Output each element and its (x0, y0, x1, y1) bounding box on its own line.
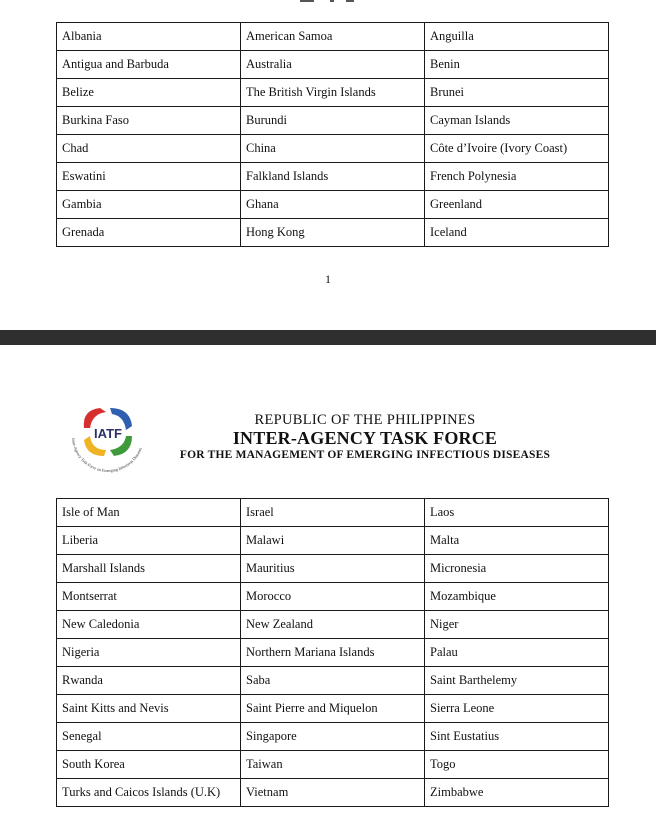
logo-iatf-text: IATF (94, 426, 122, 441)
table-cell: Liberia (57, 527, 241, 555)
country-table-body (57, 499, 609, 807)
table-cell: Iceland (425, 219, 609, 247)
table-cell: Antigua and Barbuda (57, 51, 241, 79)
table-cell: Taiwan (241, 751, 425, 779)
table-cell: The British Virgin Islands (241, 79, 425, 107)
table-row (57, 163, 609, 191)
table-cell: Malta (425, 527, 609, 555)
page-number: 1 (325, 272, 331, 286)
table-cell: Turks and Caicos Islands (U.K) (57, 779, 241, 807)
country-table-page-1 (56, 22, 609, 247)
table-cell: Saint Barthelemy (425, 667, 609, 695)
table-cell: Palau (425, 639, 609, 667)
page-divider (0, 330, 656, 345)
table-cell: Sierra Leone (425, 695, 609, 723)
country-table-body (57, 23, 609, 247)
table-row (57, 499, 609, 527)
table-cell: Burkina Faso (57, 107, 241, 135)
table-cell: Togo (425, 751, 609, 779)
table-row (57, 527, 609, 555)
logo-red-hand (84, 408, 106, 428)
table-cell: American Samoa (241, 23, 425, 51)
table-row (57, 667, 609, 695)
table-cell: Australia (241, 51, 425, 79)
table-cell: Greenland (425, 191, 609, 219)
document-page-2 (0, 345, 656, 827)
table-cell: Albania (57, 23, 241, 51)
header-management: FOR THE MANAGEMENT OF EMERGING INFECTIOUS DISEASES (179, 449, 551, 461)
table-cell: Falkland Islands (241, 163, 425, 191)
table-cell: Singapore (241, 723, 425, 751)
table-cell: Nigeria (57, 639, 241, 667)
table-row (57, 723, 609, 751)
table-row (57, 555, 609, 583)
table-cell: New Zealand (241, 611, 425, 639)
table-cell: Isle of Man (57, 499, 241, 527)
document-page-1 (0, 0, 656, 330)
table-cell: Saint Kitts and Nevis (57, 695, 241, 723)
table-row (57, 135, 609, 163)
table-cell: Malawi (241, 527, 425, 555)
table-cell: Sint Eustatius (425, 723, 609, 751)
table-cell: Northern Mariana Islands (241, 639, 425, 667)
table-cell: Mozambique (425, 583, 609, 611)
table-cell: Zimbabwe (425, 779, 609, 807)
header-republic: REPUBLIC OF THE PHILIPPINES (254, 412, 476, 428)
table-cell: Vietnam (241, 779, 425, 807)
table-cell: Laos (425, 499, 609, 527)
table-row (57, 751, 609, 779)
table-cell: French Polynesia (425, 163, 609, 191)
table-cell: Micronesia (425, 555, 609, 583)
table-cell: Saint Pierre and Miquelon (241, 695, 425, 723)
table-cell: Eswatini (57, 163, 241, 191)
table-cell: Burundi (241, 107, 425, 135)
table-cell: Saba (241, 667, 425, 695)
table-cell: Morocco (241, 583, 425, 611)
table-row (57, 219, 609, 247)
table-cell: Niger (425, 611, 609, 639)
table-row (57, 695, 609, 723)
table-row (57, 611, 609, 639)
table-cell: China (241, 135, 425, 163)
table-cell: Hong Kong (241, 219, 425, 247)
table-cell: South Korea (57, 751, 241, 779)
document-header (0, 345, 656, 485)
table-cell: Senegal (57, 723, 241, 751)
table-cell: Brunei (425, 79, 609, 107)
clipped-text-fragment (300, 0, 360, 3)
table-row (57, 191, 609, 219)
table-cell: Mauritius (241, 555, 425, 583)
table-cell: Cayman Islands (425, 107, 609, 135)
table-cell: Belize (57, 79, 241, 107)
logo-ring-text: Inter-Agency Task Force on Emerging Infectious Diseases (71, 437, 143, 474)
table-row (57, 107, 609, 135)
table-cell: Rwanda (57, 667, 241, 695)
table-cell: Anguilla (425, 23, 609, 51)
table-cell: Côte d’Ivoire (Ivory Coast) (425, 135, 609, 163)
table-cell: Benin (425, 51, 609, 79)
table-cell: Gambia (57, 191, 241, 219)
country-table-page-2 (56, 498, 609, 807)
table-cell: Marshall Islands (57, 555, 241, 583)
table-row (57, 79, 609, 107)
table-row (57, 51, 609, 79)
table-cell: Grenada (57, 219, 241, 247)
table-cell: Ghana (241, 191, 425, 219)
table-row (57, 639, 609, 667)
table-cell: Israel (241, 499, 425, 527)
table-row (57, 583, 609, 611)
table-row (57, 23, 609, 51)
header-iatf-title: INTER-AGENCY TASK FORCE (232, 428, 498, 448)
table-cell: New Caledonia (57, 611, 241, 639)
table-row (57, 779, 609, 807)
iatf-logo-icon (60, 400, 156, 480)
table-cell: Montserrat (57, 583, 241, 611)
table-cell: Chad (57, 135, 241, 163)
